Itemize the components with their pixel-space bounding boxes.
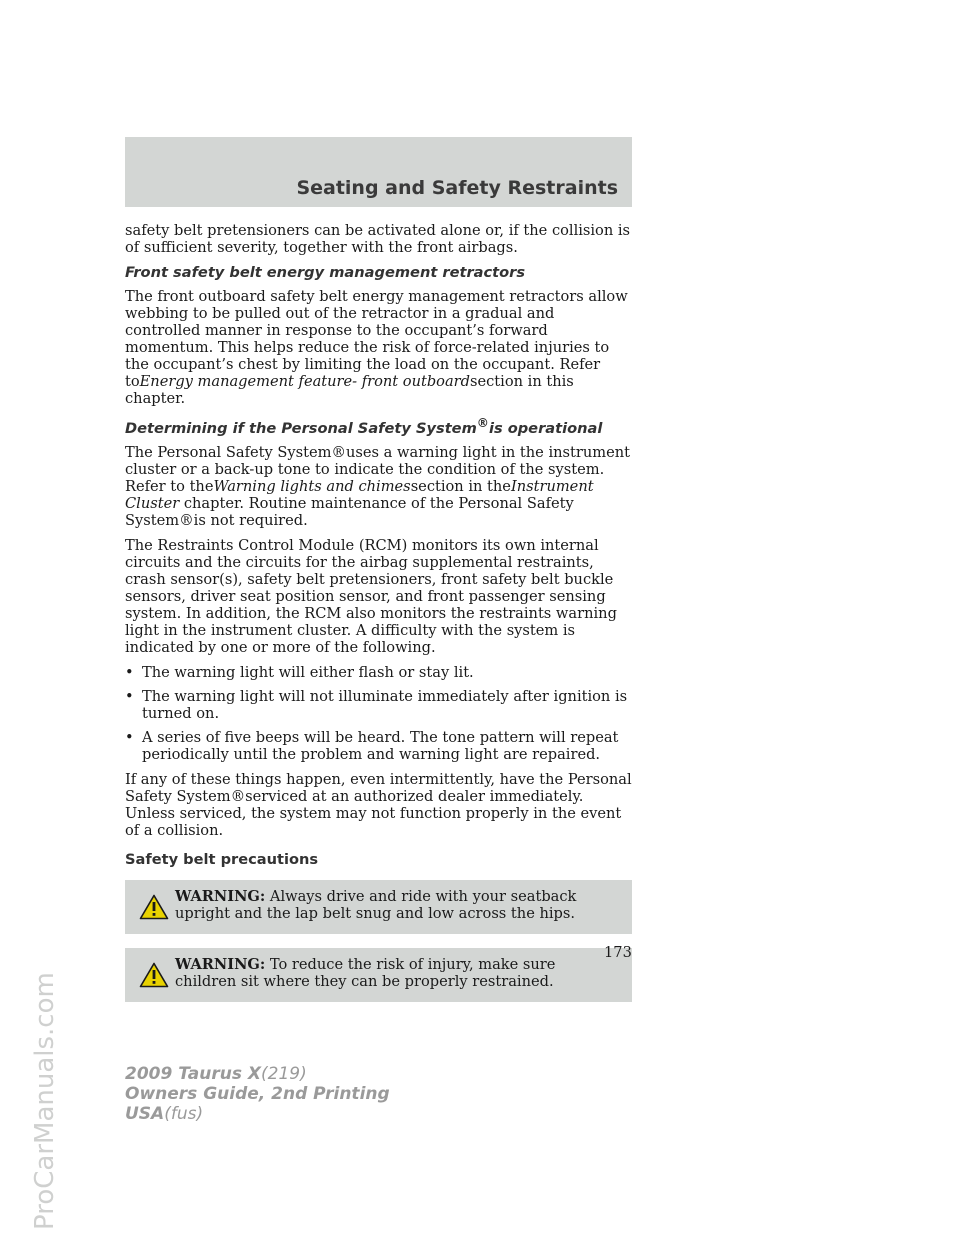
operational-paragraph-3: If any of these things happen, even intermittently, have the Personal Safety System®serviced at an authorized dealer immediately. Unless serviced, the system may not function properly in the event of a collision. [125, 770, 632, 839]
warning-label: WARNING: [175, 955, 266, 973]
precautions-heading: Safety belt precautions [125, 850, 319, 868]
footer-line-2: Owners Guide, 2nd Printing [125, 1084, 390, 1104]
section-title: Seating and Safety Restraints [296, 177, 618, 199]
retractors-heading: Front safety belt energy management retractors [125, 264, 526, 281]
footer-line-3: USA(fus) [125, 1104, 204, 1124]
warning-bullet-list [125, 664, 632, 763]
warning-label: WARNING: [175, 887, 266, 905]
operational-paragraph-2: The Restraints Control Module (RCM) monitors its own internal circuits and the circuits for the airbag supplemental restraints, crash sensor(s), safety belt pretensioners, front safety belt buckle sensors, driver seat position sensor, and front passenger sensing system. In addition, the RCM also monitors the restraints warning light in the instrument cluster. A difficulty with the system is indicated by one or more of the following. [125, 536, 617, 656]
operational-heading: Determining if the Personal Safety System®is operational [125, 416, 603, 437]
watermark-text: ProCarManuals.com [30, 972, 60, 1230]
retractors-paragraph: The front outboard safety belt energy management retractors allow webbing to be pulled out of the retractor in a gradual and controlled manner in response to the occupant’s forward momentum. This helps reduce the risk of force-related injuries to the occupant’s chest by limiting the load on the occupant. Refer toEnergy management feature- front outboardsection in this chapter. [125, 288, 628, 407]
warning-text: To reduce the risk of injury, make sure children sit where they can be properly restrained. [175, 955, 556, 990]
warning-triangle-icon [139, 894, 169, 920]
footer-line-1: 2009 Taurus X(219) [125, 1064, 307, 1084]
document-footer [125, 1064, 390, 1124]
list-item: • The warning light will either flash or stay lit. [125, 664, 632, 681]
registered-mark: ® [476, 416, 489, 430]
warning-box [125, 880, 632, 934]
registered-mark: ® [179, 511, 194, 529]
registered-mark: ® [331, 443, 347, 461]
page-content [125, 222, 632, 1016]
list-item: • The warning light will not illuminate immediately after ignition is turned on. [125, 688, 632, 722]
cross-reference: Energy management feature- front outboard [139, 373, 470, 390]
intro-paragraph: safety belt pretensioners can be activated alone or, if the collision is of sufficient severity, together with the front airbags. [125, 222, 631, 256]
section-header [125, 137, 632, 207]
registered-mark: ® [230, 787, 246, 805]
operational-paragraph-1: The Personal Safety System®uses a warning light in the instrument cluster or a back-up tone to indicate the condition of the system. Refer to theWarning lights and chimessection in theInstrument Cluster chapter. Routine maintenance of the Personal Safety System®is not required. [125, 443, 630, 529]
cross-reference: Instrument Cluster [125, 477, 594, 512]
list-item: • A series of five beeps will be heard. The tone pattern will repeat periodically until the problem and warning light are repaired. [125, 729, 632, 763]
warning-triangle-icon [139, 962, 169, 988]
cross-reference: Warning lights and chimes [213, 477, 411, 495]
page-number: 173 [604, 944, 632, 961]
warning-text: Always drive and ride with your seatback upright and the lap belt snug and low across the hips. [175, 887, 577, 922]
warning-box [125, 948, 632, 1002]
